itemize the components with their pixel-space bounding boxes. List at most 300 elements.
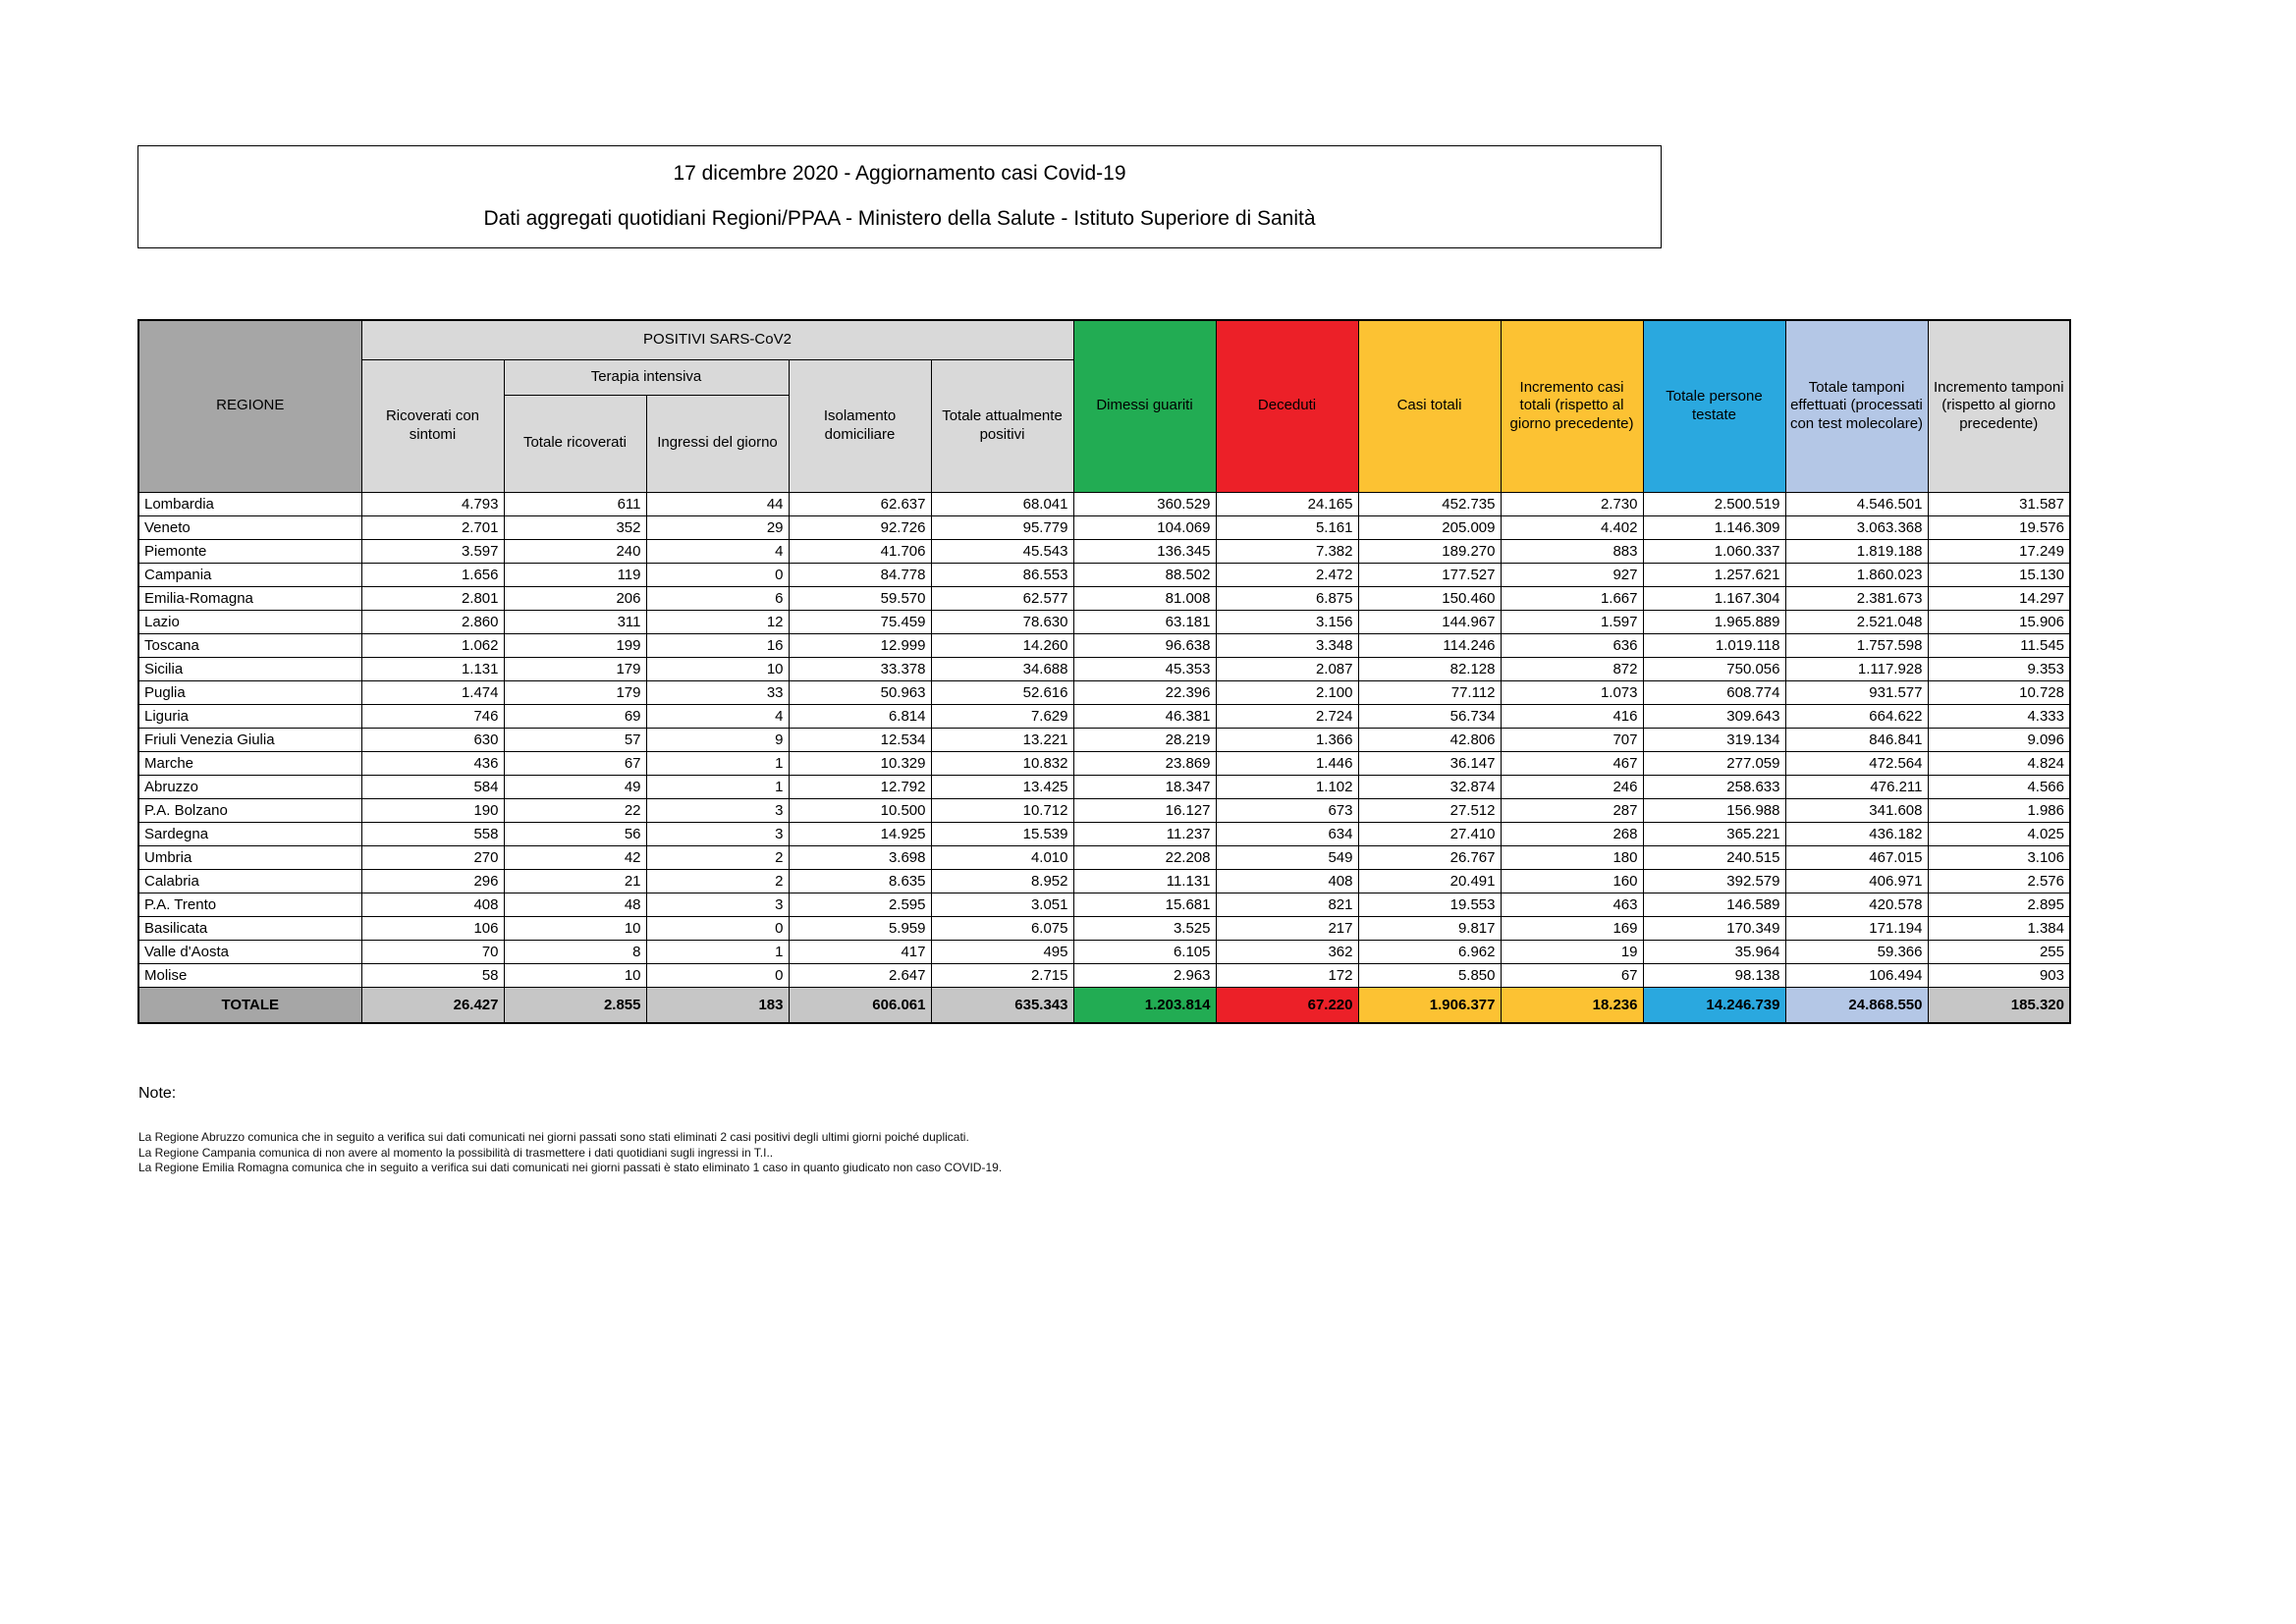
table-row — [138, 610, 2070, 633]
value-cell: 467 — [1501, 751, 1643, 775]
value-cell: 10 — [504, 963, 646, 987]
value-cell: 309.643 — [1643, 704, 1785, 728]
header-ricoverati-sintomi: Ricoverati con sintomi — [361, 359, 504, 492]
value-cell: 1.986 — [1928, 798, 2070, 822]
value-cell: 630 — [361, 728, 504, 751]
value-cell: 1.965.889 — [1643, 610, 1785, 633]
value-cell: 4 — [646, 704, 789, 728]
value-cell: 240 — [504, 539, 646, 563]
notes-section — [138, 1085, 2103, 1176]
value-cell: 136.345 — [1073, 539, 1216, 563]
value-cell: 2.701 — [361, 515, 504, 539]
value-cell: 9.817 — [1358, 916, 1501, 940]
value-cell: 98.138 — [1643, 963, 1785, 987]
value-cell: 13.221 — [931, 728, 1073, 751]
value-cell: 420.578 — [1785, 893, 1928, 916]
value-cell: 341.608 — [1785, 798, 1928, 822]
value-cell: 10.728 — [1928, 680, 2070, 704]
value-cell: 2.724 — [1216, 704, 1358, 728]
value-cell: 1.384 — [1928, 916, 2070, 940]
value-cell: 1 — [646, 751, 789, 775]
value-cell: 69 — [504, 704, 646, 728]
value-cell: 417 — [789, 940, 931, 963]
header-deceduti: Deceduti — [1216, 320, 1358, 492]
value-cell: 45.353 — [1073, 657, 1216, 680]
value-cell: 2.521.048 — [1785, 610, 1928, 633]
value-cell: 172 — [1216, 963, 1358, 987]
table-row — [138, 492, 2070, 515]
value-cell: 28.219 — [1073, 728, 1216, 751]
value-cell: 12.534 — [789, 728, 931, 751]
value-cell: 3.051 — [931, 893, 1073, 916]
value-cell: 927 — [1501, 563, 1643, 586]
value-cell: 29 — [646, 515, 789, 539]
region-name-cell: Basilicata — [138, 916, 361, 940]
region-name-cell: Puglia — [138, 680, 361, 704]
value-cell: 88.502 — [1073, 563, 1216, 586]
value-cell: 549 — [1216, 845, 1358, 869]
value-cell: 903 — [1928, 963, 2070, 987]
value-cell: 10.832 — [931, 751, 1073, 775]
value-cell: 18.347 — [1073, 775, 1216, 798]
table-footer — [138, 987, 2070, 1023]
value-cell: 634 — [1216, 822, 1358, 845]
table-row — [138, 633, 2070, 657]
value-cell: 41.706 — [789, 539, 931, 563]
value-cell: 1.102 — [1216, 775, 1358, 798]
value-cell: 9 — [646, 728, 789, 751]
value-cell: 362 — [1216, 940, 1358, 963]
value-cell: 611 — [504, 492, 646, 515]
value-cell: 15.681 — [1073, 893, 1216, 916]
value-cell: 311 — [504, 610, 646, 633]
value-cell: 180 — [1501, 845, 1643, 869]
value-cell: 32.874 — [1358, 775, 1501, 798]
total-cell: 1.203.814 — [1073, 987, 1216, 1023]
value-cell: 3.348 — [1216, 633, 1358, 657]
value-cell: 707 — [1501, 728, 1643, 751]
total-cell: 26.427 — [361, 987, 504, 1023]
value-cell: 21 — [504, 869, 646, 893]
value-cell: 1.073 — [1501, 680, 1643, 704]
value-cell: 22 — [504, 798, 646, 822]
value-cell: 56.734 — [1358, 704, 1501, 728]
table-row — [138, 916, 2070, 940]
header-totale-ricoverati: Totale ricoverati — [504, 395, 646, 492]
value-cell: 67 — [1501, 963, 1643, 987]
value-cell: 1.257.621 — [1643, 563, 1785, 586]
region-name-cell: Abruzzo — [138, 775, 361, 798]
value-cell: 1.062 — [361, 633, 504, 657]
value-cell: 15.539 — [931, 822, 1073, 845]
value-cell: 5.161 — [1216, 515, 1358, 539]
table-row — [138, 586, 2070, 610]
value-cell: 584 — [361, 775, 504, 798]
value-cell: 8.635 — [789, 869, 931, 893]
value-cell: 58 — [361, 963, 504, 987]
value-cell: 6.105 — [1073, 940, 1216, 963]
value-cell: 62.637 — [789, 492, 931, 515]
region-name-cell: Emilia-Romagna — [138, 586, 361, 610]
value-cell: 106 — [361, 916, 504, 940]
value-cell: 14.260 — [931, 633, 1073, 657]
value-cell: 246 — [1501, 775, 1643, 798]
value-cell: 3.698 — [789, 845, 931, 869]
value-cell: 4.546.501 — [1785, 492, 1928, 515]
value-cell: 19 — [1501, 940, 1643, 963]
header-persone-testate: Totale persone testate — [1643, 320, 1785, 492]
value-cell: 2 — [646, 869, 789, 893]
value-cell: 1.860.023 — [1785, 563, 1928, 586]
value-cell: 86.553 — [931, 563, 1073, 586]
region-name-cell: Liguria — [138, 704, 361, 728]
value-cell: 31.587 — [1928, 492, 2070, 515]
value-cell: 78.630 — [931, 610, 1073, 633]
header-group-positivi: POSITIVI SARS-CoV2 — [361, 320, 1073, 359]
value-cell: 77.112 — [1358, 680, 1501, 704]
header-casi-totali: Casi totali — [1358, 320, 1501, 492]
value-cell: 171.194 — [1785, 916, 1928, 940]
value-cell: 463 — [1501, 893, 1643, 916]
value-cell: 104.069 — [1073, 515, 1216, 539]
covid-data-table — [137, 319, 2071, 1024]
value-cell: 44 — [646, 492, 789, 515]
region-name-cell: Sicilia — [138, 657, 361, 680]
value-cell: 42.806 — [1358, 728, 1501, 751]
header-isolamento-domiciliare: Isolamento domiciliare — [789, 359, 931, 492]
value-cell: 1.117.928 — [1785, 657, 1928, 680]
value-cell: 11.237 — [1073, 822, 1216, 845]
value-cell: 392.579 — [1643, 869, 1785, 893]
value-cell: 1.597 — [1501, 610, 1643, 633]
value-cell: 48 — [504, 893, 646, 916]
value-cell: 10 — [646, 657, 789, 680]
table-row — [138, 775, 2070, 798]
value-cell: 2.860 — [361, 610, 504, 633]
value-cell: 11.131 — [1073, 869, 1216, 893]
value-cell: 3.597 — [361, 539, 504, 563]
value-cell: 0 — [646, 963, 789, 987]
value-cell: 2.381.673 — [1785, 586, 1928, 610]
value-cell: 144.967 — [1358, 610, 1501, 633]
value-cell: 36.147 — [1358, 751, 1501, 775]
value-cell: 190 — [361, 798, 504, 822]
value-cell: 6.075 — [931, 916, 1073, 940]
value-cell: 436 — [361, 751, 504, 775]
region-name-cell: Piemonte — [138, 539, 361, 563]
value-cell: 12.792 — [789, 775, 931, 798]
table-header — [138, 320, 2070, 492]
total-cell: 183 — [646, 987, 789, 1023]
table-row — [138, 539, 2070, 563]
value-cell: 19.576 — [1928, 515, 2070, 539]
total-cell: 18.236 — [1501, 987, 1643, 1023]
header-incremento-tamponi: Incremento tamponi (rispetto al giorno precedente) — [1928, 320, 2070, 492]
value-cell: 2.647 — [789, 963, 931, 987]
value-cell: 277.059 — [1643, 751, 1785, 775]
value-cell: 258.633 — [1643, 775, 1785, 798]
value-cell: 664.622 — [1785, 704, 1928, 728]
value-cell: 3.063.368 — [1785, 515, 1928, 539]
value-cell: 160 — [1501, 869, 1643, 893]
value-cell: 3 — [646, 822, 789, 845]
value-cell: 4.025 — [1928, 822, 2070, 845]
value-cell: 452.735 — [1358, 492, 1501, 515]
report-title: 17 dicembre 2020 - Aggiornamento casi Covid-19 — [673, 162, 1126, 185]
table-row — [138, 704, 2070, 728]
value-cell: 1 — [646, 775, 789, 798]
value-cell: 608.774 — [1643, 680, 1785, 704]
value-cell: 27.512 — [1358, 798, 1501, 822]
total-cell: 185.320 — [1928, 987, 2070, 1023]
value-cell: 2 — [646, 845, 789, 869]
header-totale-attualmente-positivi: Totale attualmente positivi — [931, 359, 1073, 492]
value-cell: 179 — [504, 657, 646, 680]
value-cell: 26.767 — [1358, 845, 1501, 869]
value-cell: 10.712 — [931, 798, 1073, 822]
value-cell: 205.009 — [1358, 515, 1501, 539]
value-cell: 1 — [646, 940, 789, 963]
value-cell: 472.564 — [1785, 751, 1928, 775]
note-line: La Regione Emilia Romagna comunica che in seguito a verifica sui dati comunicati nei giorni passati è stato eliminato 1 caso in quanto giudicato non caso COVID-19. — [138, 1161, 1003, 1174]
value-cell: 2.087 — [1216, 657, 1358, 680]
table-row — [138, 515, 2070, 539]
region-name-cell: Marche — [138, 751, 361, 775]
total-cell: 1.906.377 — [1358, 987, 1501, 1023]
header-incremento-casi: Incremento casi totali (rispetto al giorno precedente) — [1501, 320, 1643, 492]
region-name-cell: Umbria — [138, 845, 361, 869]
value-cell: 406.971 — [1785, 869, 1928, 893]
value-cell: 1.446 — [1216, 751, 1358, 775]
value-cell: 217 — [1216, 916, 1358, 940]
value-cell: 57 — [504, 728, 646, 751]
value-cell: 95.779 — [931, 515, 1073, 539]
value-cell: 45.543 — [931, 539, 1073, 563]
region-name-cell: Toscana — [138, 633, 361, 657]
value-cell: 62.577 — [931, 586, 1073, 610]
value-cell: 19.553 — [1358, 893, 1501, 916]
value-cell: 3 — [646, 798, 789, 822]
total-cell: 635.343 — [931, 987, 1073, 1023]
value-cell: 14.925 — [789, 822, 931, 845]
value-cell: 13.425 — [931, 775, 1073, 798]
table-row — [138, 798, 2070, 822]
value-cell: 22.208 — [1073, 845, 1216, 869]
value-cell: 42 — [504, 845, 646, 869]
value-cell: 70 — [361, 940, 504, 963]
value-cell: 883 — [1501, 539, 1643, 563]
table-row — [138, 893, 2070, 916]
header-tamponi: Totale tamponi effettuati (processati con test molecolare) — [1785, 320, 1928, 492]
value-cell: 1.131 — [361, 657, 504, 680]
value-cell: 6 — [646, 586, 789, 610]
value-cell: 92.726 — [789, 515, 931, 539]
header-group-terapia-intensiva: Terapia intensiva — [504, 359, 789, 395]
value-cell: 255 — [1928, 940, 2070, 963]
value-cell: 33.378 — [789, 657, 931, 680]
value-cell: 319.134 — [1643, 728, 1785, 751]
value-cell: 12 — [646, 610, 789, 633]
value-cell: 1.060.337 — [1643, 539, 1785, 563]
value-cell: 365.221 — [1643, 822, 1785, 845]
region-name-cell: Molise — [138, 963, 361, 987]
header-dimessi-guariti: Dimessi guariti — [1073, 320, 1216, 492]
table-row — [138, 657, 2070, 680]
value-cell: 5.850 — [1358, 963, 1501, 987]
table-row — [138, 563, 2070, 586]
total-cell: 2.855 — [504, 987, 646, 1023]
value-cell: 4.566 — [1928, 775, 2070, 798]
value-cell: 23.869 — [1073, 751, 1216, 775]
table-row — [138, 728, 2070, 751]
value-cell: 8.952 — [931, 869, 1073, 893]
value-cell: 14.297 — [1928, 586, 2070, 610]
value-cell: 17.249 — [1928, 539, 2070, 563]
region-name-cell: Veneto — [138, 515, 361, 539]
value-cell: 4.402 — [1501, 515, 1643, 539]
value-cell: 4.793 — [361, 492, 504, 515]
value-cell: 1.019.118 — [1643, 633, 1785, 657]
value-cell: 27.410 — [1358, 822, 1501, 845]
value-cell: 10.329 — [789, 751, 931, 775]
value-cell: 416 — [1501, 704, 1643, 728]
value-cell: 82.128 — [1358, 657, 1501, 680]
value-cell: 1.819.188 — [1785, 539, 1928, 563]
total-cell: 24.868.550 — [1785, 987, 1928, 1023]
value-cell: 436.182 — [1785, 822, 1928, 845]
value-cell: 15.906 — [1928, 610, 2070, 633]
value-cell: 199 — [504, 633, 646, 657]
value-cell: 495 — [931, 940, 1073, 963]
value-cell: 12.999 — [789, 633, 931, 657]
value-cell: 68.041 — [931, 492, 1073, 515]
value-cell: 177.527 — [1358, 563, 1501, 586]
value-cell: 3.156 — [1216, 610, 1358, 633]
value-cell: 59.570 — [789, 586, 931, 610]
note-line: La Regione Abruzzo comunica che in seguito a verifica sui dati comunicati nei giorni passati sono stati eliminati 2 casi positivi degli ultimi giorni poiché duplicati. — [138, 1130, 969, 1144]
value-cell: 75.459 — [789, 610, 931, 633]
value-cell: 296 — [361, 869, 504, 893]
value-cell: 846.841 — [1785, 728, 1928, 751]
value-cell: 408 — [1216, 869, 1358, 893]
table-row — [138, 845, 2070, 869]
value-cell: 636 — [1501, 633, 1643, 657]
value-cell: 821 — [1216, 893, 1358, 916]
value-cell: 150.460 — [1358, 586, 1501, 610]
value-cell: 33 — [646, 680, 789, 704]
value-cell: 1.667 — [1501, 586, 1643, 610]
value-cell: 1.167.304 — [1643, 586, 1785, 610]
region-name-cell: Campania — [138, 563, 361, 586]
table-row — [138, 822, 2070, 845]
value-cell: 16 — [646, 633, 789, 657]
value-cell: 2.963 — [1073, 963, 1216, 987]
value-cell: 11.545 — [1928, 633, 2070, 657]
value-cell: 67 — [504, 751, 646, 775]
table-row — [138, 751, 2070, 775]
value-cell: 6.875 — [1216, 586, 1358, 610]
value-cell: 2.576 — [1928, 869, 2070, 893]
total-cell: 606.061 — [789, 987, 931, 1023]
value-cell: 558 — [361, 822, 504, 845]
total-cell: 14.246.739 — [1643, 987, 1785, 1023]
value-cell: 3.525 — [1073, 916, 1216, 940]
region-name-cell: Lazio — [138, 610, 361, 633]
table-row — [138, 680, 2070, 704]
value-cell: 872 — [1501, 657, 1643, 680]
value-cell: 4 — [646, 539, 789, 563]
region-name-cell: Valle d'Aosta — [138, 940, 361, 963]
value-cell: 170.349 — [1643, 916, 1785, 940]
region-name-cell: P.A. Trento — [138, 893, 361, 916]
value-cell: 268 — [1501, 822, 1643, 845]
value-cell: 96.638 — [1073, 633, 1216, 657]
value-cell: 1.366 — [1216, 728, 1358, 751]
value-cell: 119 — [504, 563, 646, 586]
value-cell: 50.963 — [789, 680, 931, 704]
header-ingressi-giorno: Ingressi del giorno — [646, 395, 789, 492]
value-cell: 4.010 — [931, 845, 1073, 869]
value-cell: 6.814 — [789, 704, 931, 728]
value-cell: 179 — [504, 680, 646, 704]
region-name-cell: Friuli Venezia Giulia — [138, 728, 361, 751]
total-label: TOTALE — [138, 987, 361, 1023]
value-cell: 476.211 — [1785, 775, 1928, 798]
note-line: La Regione Campania comunica di non avere al momento la possibilità di trasmettere i dati quotidiani sugli ingressi in T.I.. — [138, 1145, 774, 1160]
value-cell: 467.015 — [1785, 845, 1928, 869]
value-cell: 352 — [504, 515, 646, 539]
value-cell: 1.656 — [361, 563, 504, 586]
value-cell: 46.381 — [1073, 704, 1216, 728]
region-name-cell: Calabria — [138, 869, 361, 893]
value-cell: 59.366 — [1785, 940, 1928, 963]
value-cell: 7.382 — [1216, 539, 1358, 563]
value-cell: 22.396 — [1073, 680, 1216, 704]
value-cell: 9.096 — [1928, 728, 2070, 751]
value-cell: 3 — [646, 893, 789, 916]
value-cell: 6.962 — [1358, 940, 1501, 963]
report-subtitle: Dati aggregati quotidiani Regioni/PPAA - Ministero della Salute - Istituto Superiore di Sanità — [483, 206, 1316, 230]
value-cell: 240.515 — [1643, 845, 1785, 869]
value-cell: 81.008 — [1073, 586, 1216, 610]
value-cell: 4.824 — [1928, 751, 2070, 775]
value-cell: 8 — [504, 940, 646, 963]
value-cell: 9.353 — [1928, 657, 2070, 680]
total-row — [138, 987, 2070, 1023]
value-cell: 10 — [504, 916, 646, 940]
value-cell: 20.491 — [1358, 869, 1501, 893]
value-cell: 4.333 — [1928, 704, 2070, 728]
value-cell: 1.757.598 — [1785, 633, 1928, 657]
value-cell: 15.130 — [1928, 563, 2070, 586]
value-cell: 56 — [504, 822, 646, 845]
value-cell: 673 — [1216, 798, 1358, 822]
value-cell: 169 — [1501, 916, 1643, 940]
value-cell: 746 — [361, 704, 504, 728]
value-cell: 0 — [646, 916, 789, 940]
table-row — [138, 963, 2070, 987]
value-cell: 270 — [361, 845, 504, 869]
region-name-cell: Lombardia — [138, 492, 361, 515]
table-row — [138, 940, 2070, 963]
value-cell: 35.964 — [1643, 940, 1785, 963]
value-cell: 10.500 — [789, 798, 931, 822]
header-regione: REGIONE — [138, 320, 361, 492]
value-cell: 408 — [361, 893, 504, 916]
value-cell: 2.100 — [1216, 680, 1358, 704]
table-row — [138, 869, 2070, 893]
report-title-box — [137, 145, 1662, 248]
